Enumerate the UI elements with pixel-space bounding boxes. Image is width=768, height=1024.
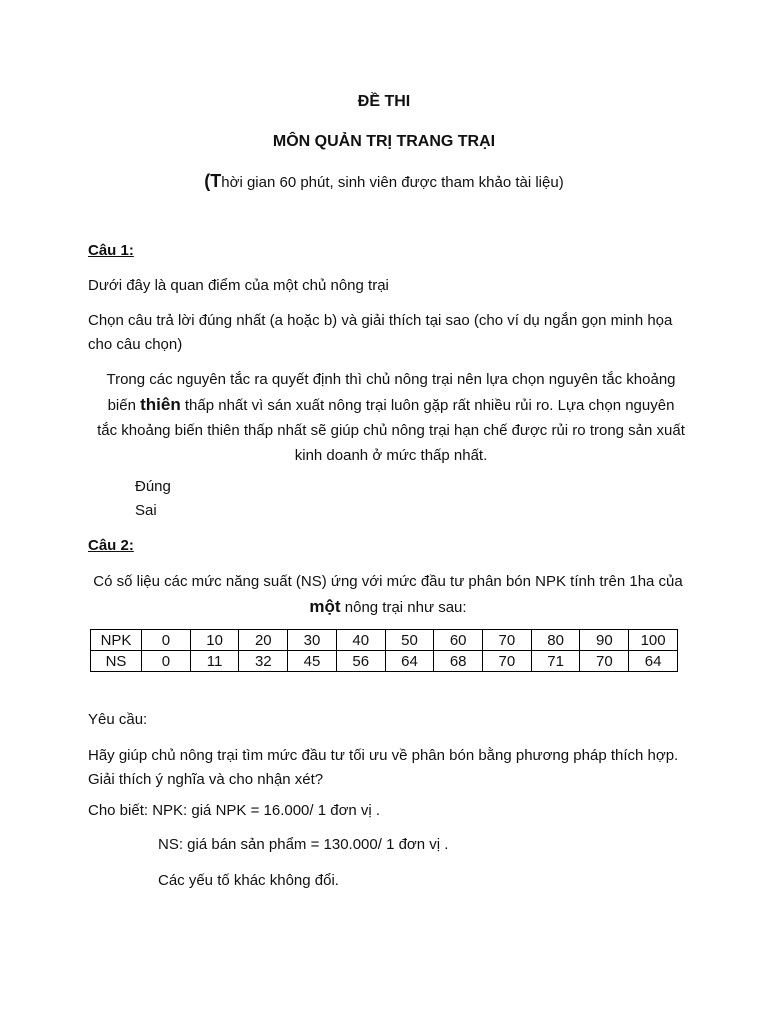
npk-ns-table xyxy=(90,629,678,672)
table-cell: 0 xyxy=(142,630,191,651)
exam-title: ĐỀ THI xyxy=(357,93,411,110)
table-cell: 80 xyxy=(531,630,580,651)
table-cell: 64 xyxy=(629,651,678,672)
table-cell: 68 xyxy=(434,651,483,672)
table-cell: 0 xyxy=(142,651,191,672)
quote-bold-word: thiên xyxy=(140,395,181,414)
table-cell: 40 xyxy=(336,630,385,651)
question-2-intro xyxy=(88,569,688,620)
given-other-factors: Các yếu tố khác không đổi. xyxy=(158,872,339,889)
table-cell: 90 xyxy=(580,630,629,651)
table-cell: 20 xyxy=(239,630,288,651)
table-cell: NS xyxy=(91,651,142,672)
q2-intro-text-2: nông trại như sau: xyxy=(344,599,467,616)
question-1-heading: Câu 1: xyxy=(88,242,134,259)
table-cell: 11 xyxy=(190,651,239,672)
quote-text-2: thấp nhất vì sán xuất nông trại luôn gặp rất nhiều rủi ro. Lựa chọn nguyên tắc khoảng biến thiên thấp nhất sẽ giúp chủ nông trại hạn chế được rủi ro trong sản xuất kinh doanh ở mức thấp nhất. xyxy=(97,397,685,464)
note-text: hời gian 60 phút, sinh viên được tham khảo tài liệu) xyxy=(221,174,564,191)
note-paren: ( xyxy=(204,171,211,191)
subject-title: MÔN QUẢN TRỊ TRANG TRẠI xyxy=(272,133,496,150)
exam-note xyxy=(0,171,768,192)
table-cell: NPK xyxy=(91,630,142,651)
table-cell: 71 xyxy=(531,651,580,672)
table-cell: 60 xyxy=(434,630,483,651)
question-1-intro: Dưới đây là quan điểm của một chủ nông trại xyxy=(88,277,389,294)
table-cell: 10 xyxy=(190,630,239,651)
question-1-instruction: Chọn câu trả lời đúng nhất (a hoặc b) và giải thích tại sao (cho ví dụ ngắn gọn minh họa cho câu chọn) xyxy=(88,312,673,353)
q2-intro-text-1: Có số liệu các mức năng suất (NS) ứng với mức đầu tư phân bón NPK tính trên 1ha của xyxy=(93,573,683,590)
table-cell: 70 xyxy=(483,630,532,651)
q2-intro-bold: một xyxy=(309,597,341,616)
table-cell: 50 xyxy=(385,630,434,651)
requirement-text: Hãy giúp chủ nông trại tìm mức đầu tư tối ưu về phân bón bằng phương pháp thích hợp. Giải thích ý nghĩa và cho nhận xét? xyxy=(88,747,679,788)
quote-text-1: Trong các nguyên tắc ra quyết định thì chủ nông trại nên lựa chọn nguyên tắc khoảng biến xyxy=(106,371,676,414)
table-cell: 70 xyxy=(483,651,532,672)
question-2-heading: Câu 2: xyxy=(88,537,134,554)
table-cell: 70 xyxy=(580,651,629,672)
note-initial: T xyxy=(210,171,222,191)
table-row-ns xyxy=(91,651,678,672)
table-cell: 100 xyxy=(629,630,678,651)
table-cell: 32 xyxy=(239,651,288,672)
requirement-label: Yêu cầu: xyxy=(88,711,148,728)
table-cell: 56 xyxy=(336,651,385,672)
table-cell: 30 xyxy=(288,630,337,651)
table-row-npk xyxy=(91,630,678,651)
given-npk-price: Cho biết: NPK: giá NPK = 16.000/ 1 đơn vị . xyxy=(88,802,381,819)
question-1-quote xyxy=(96,367,686,468)
option-true: Đúng xyxy=(135,478,171,495)
table-cell: 45 xyxy=(288,651,337,672)
option-false: Sai xyxy=(135,502,157,519)
table-cell: 64 xyxy=(385,651,434,672)
given-ns-price: NS: giá bán sản phẩm = 130.000/ 1 đơn vị . xyxy=(158,836,449,853)
